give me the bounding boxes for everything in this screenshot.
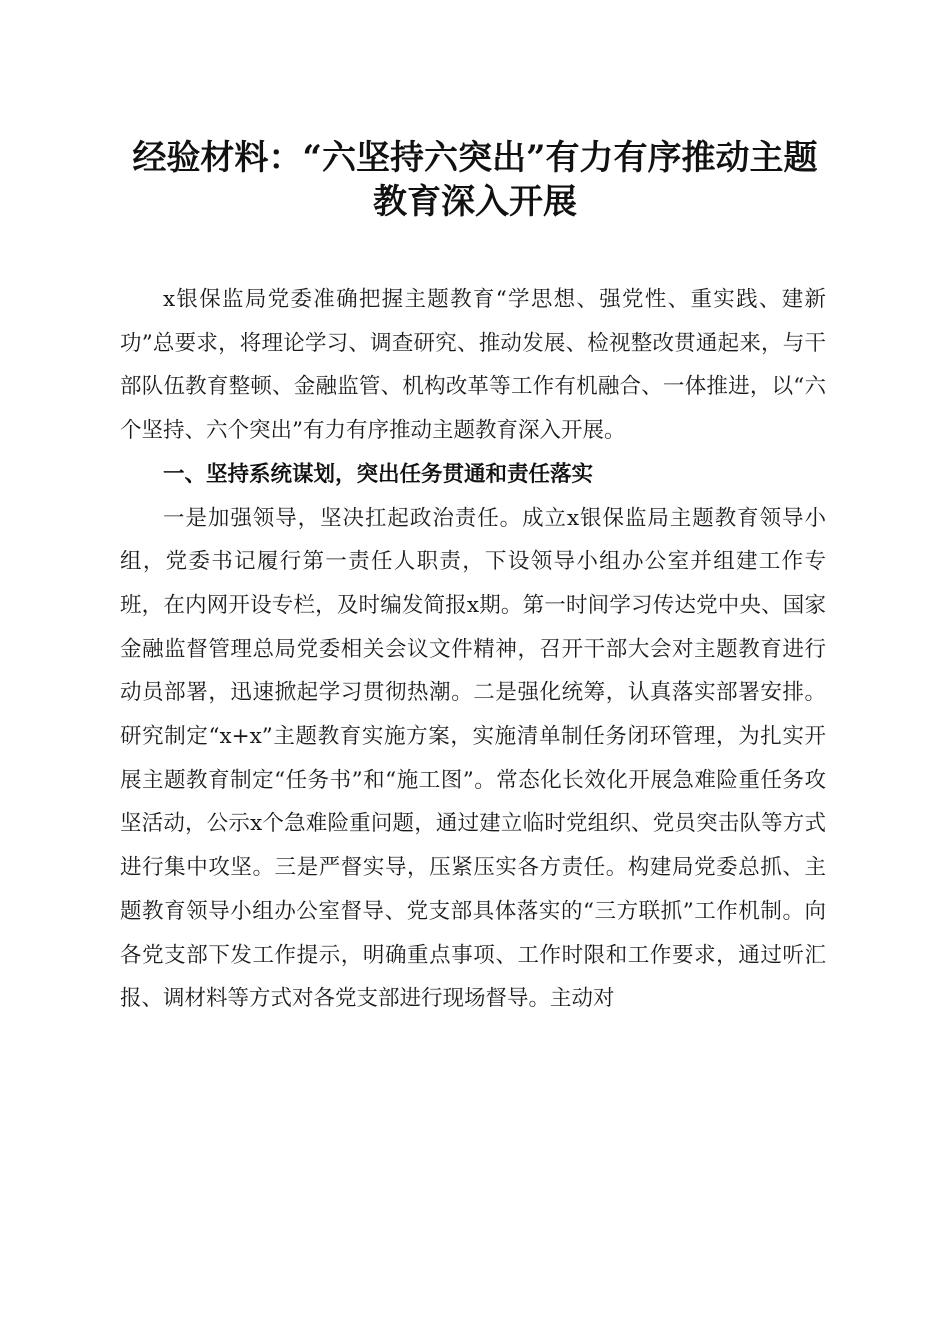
document-body: [120, 278, 826, 1021]
section-heading: 一、坚持系统谋划，突出任务贯通和责任落实: [163, 461, 594, 487]
document-title: 经验材料：“六坚持六突出”有力有序推动主题教育深入开展: [132, 138, 818, 222]
body-paragraph: 一是加强领导，坚决扛起政治责任。成立x银保监局主题教育领导小组，党委书记履行第一责任人职责，下设领导小组办公室并组建工作专班，在内网开设专栏，及时编发简报x期。第一时间学习传达党中央、国家金融监督管理总局党委相关会议文件精神，召开干部大会对主题教育进行动员部署，迅速掀起学习贯彻热潮。二是强化统筹，认真落实部署安排。研究制定“x+x”主题教育实施方案，实施清单制任务闭环管理，为扎实开展主题教育制定“任务书”和“施工图”。常态化长效化开展急难险重任务攻坚活动，公示x个急难险重问题，通过建立临时党组织、党员突击队等方式进行集中攻坚。三是严督实导，压紧压实各方责任。构建局党委总抓、主题教育领导小组办公室督导、党支部具体落实的“三方联抓”工作机制。向各党支部下发工作提示，明确重点事项、工作时限和工作要求，通过听汇报、调材料等方式对各党支部进行现场督导。主动对: [120, 505, 826, 1012]
intro-paragraph: x银保监局党委准确把握主题教育“学思想、强党性、重实践、建新功”总要求，将理论学习、调查研究、推动发展、检视整改贯通起来，与干部队伍教育整顿、金融监管、机构改革等工作有机融合、一体推进，以“六个坚持、六个突出”有力有序推动主题教育深入开展。: [120, 287, 826, 444]
